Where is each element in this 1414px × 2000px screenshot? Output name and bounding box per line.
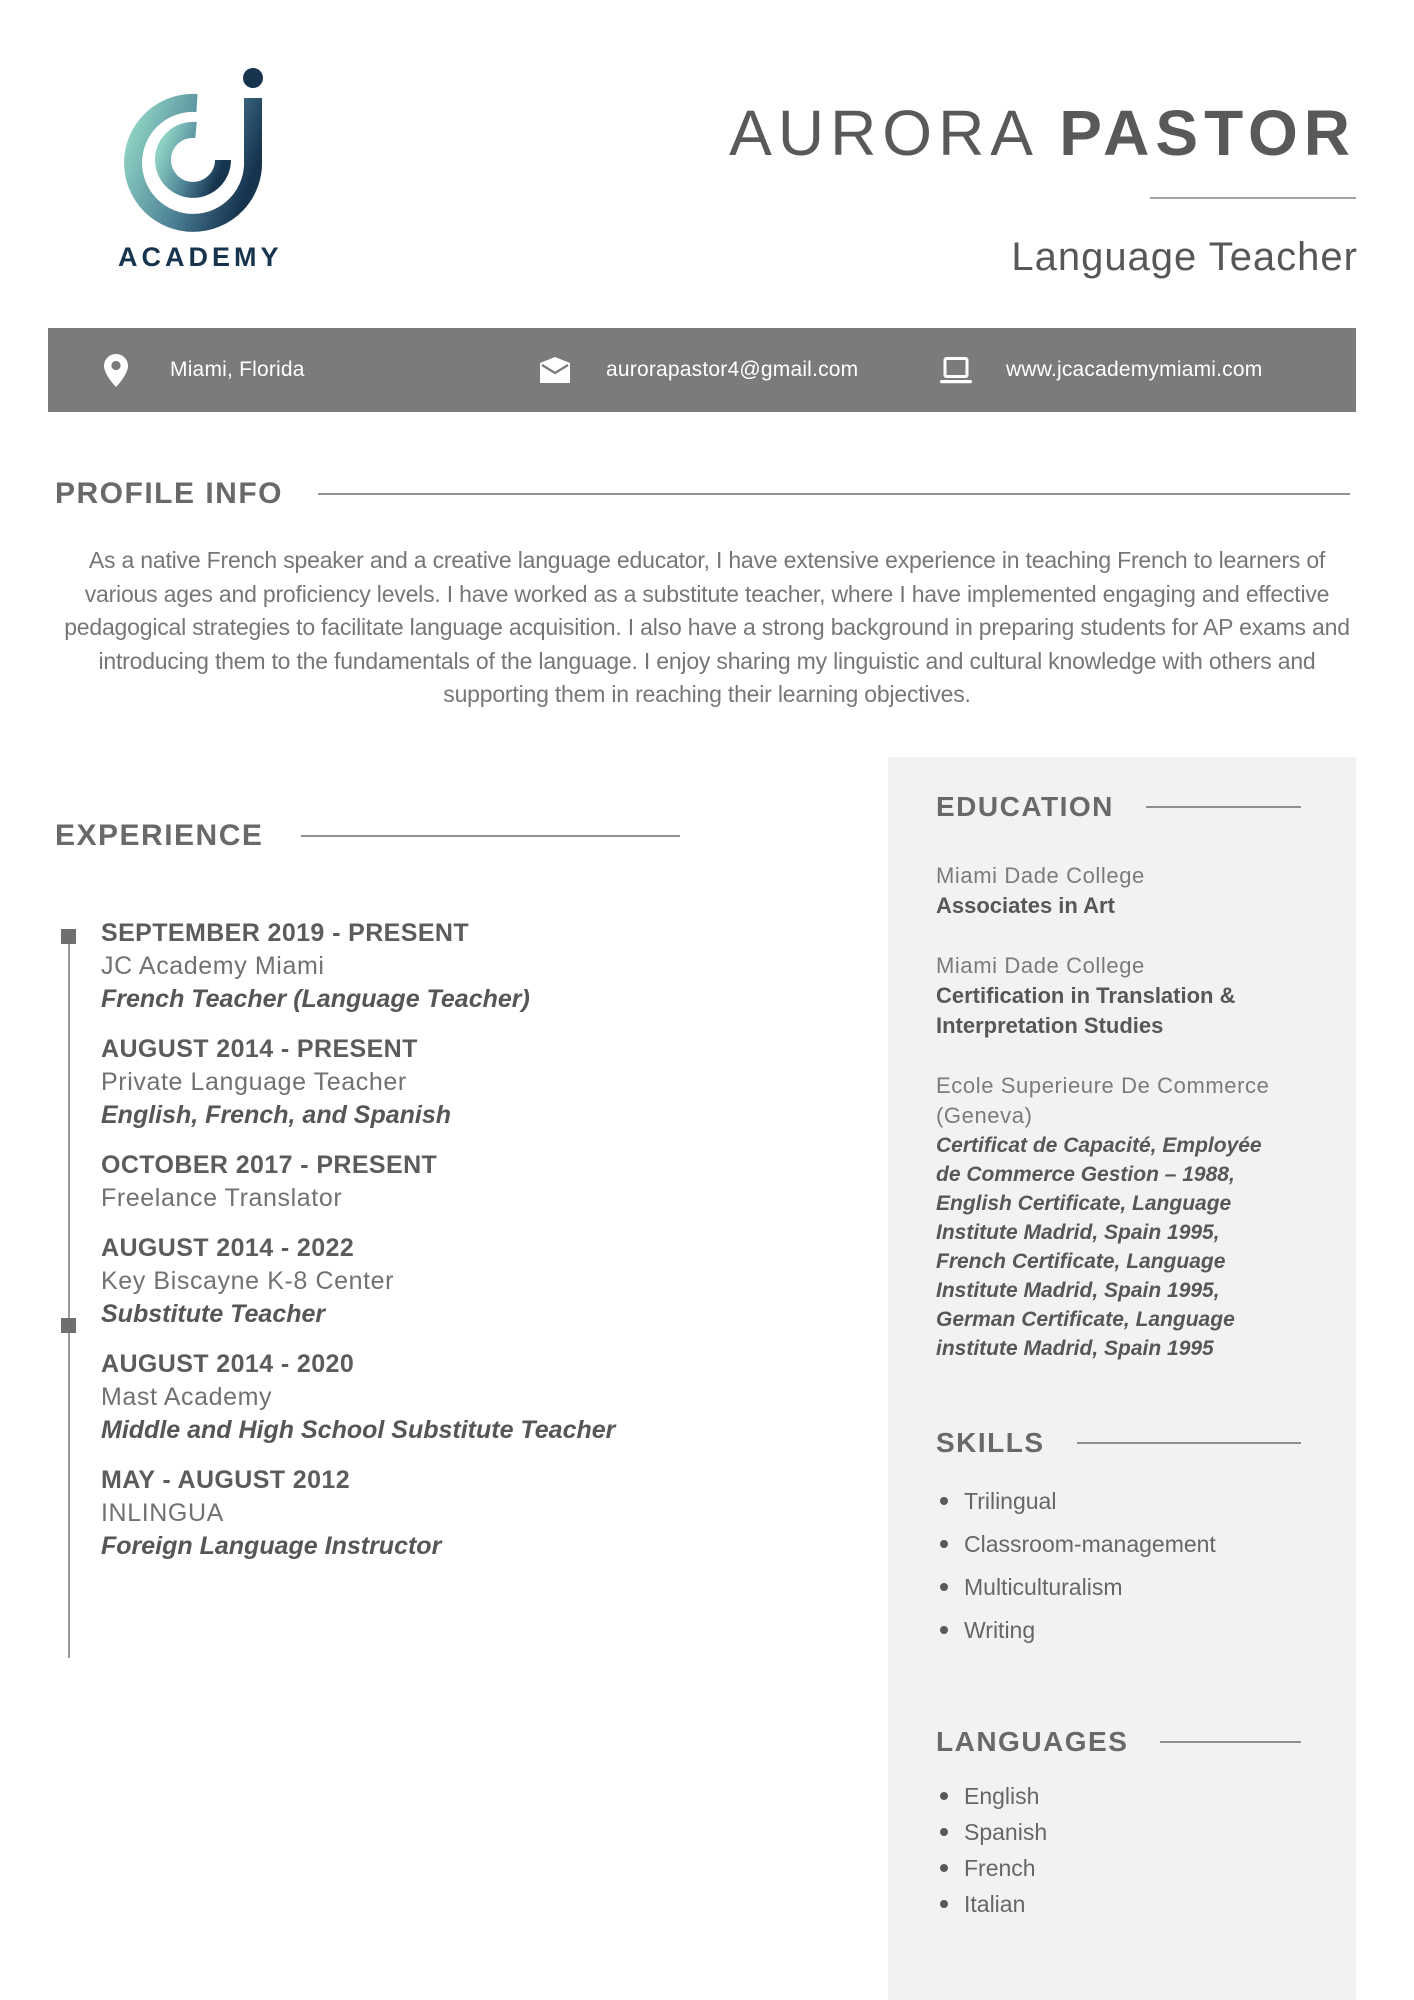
experience-heading-rule bbox=[301, 835, 680, 837]
sidebar bbox=[888, 757, 1356, 2000]
profile-summary: As a native French speaker and a creative language educator, I have extensive experience in teaching French to learners of various ages and proficiency levels. I have worked as a substitute teacher, where I have implemented engaging and effective pedagogical strategies to facilitate language acquisition. I also have a strong background in preparing students for AP exams and introducing them to the fundamentals of the language. I enjoy sharing my linguistic and cultural knowledge with others and supporting them in reaching their learning objectives. bbox=[64, 547, 1350, 707]
laptop-icon bbox=[940, 357, 972, 384]
experience-entry bbox=[101, 917, 701, 1016]
experience-organization: Mast Academy bbox=[101, 1383, 273, 1411]
experience-entry bbox=[101, 1033, 701, 1132]
education-degree: Associates in Art bbox=[936, 893, 1115, 918]
education-list bbox=[936, 861, 1301, 1363]
education-school: Ecole Superieure De Commerce (Geneva) bbox=[936, 1073, 1270, 1128]
education-entry bbox=[936, 861, 1301, 921]
experience-entry bbox=[101, 1149, 701, 1215]
contact-email bbox=[540, 328, 858, 412]
experience-role: English, French, and Spanish bbox=[101, 1101, 452, 1129]
education-school: Miami Dade College bbox=[936, 863, 1145, 888]
profile-section-header bbox=[55, 477, 1350, 511]
education-entry bbox=[936, 951, 1301, 1041]
skill-item: Multiculturalism bbox=[936, 1575, 1301, 1599]
experience-date: SEPTEMBER 2019 - PRESENT bbox=[101, 919, 470, 947]
education-heading-rule bbox=[1146, 806, 1301, 808]
logo bbox=[118, 58, 283, 273]
experience-organization: Freelance Translator bbox=[101, 1184, 343, 1212]
experience-role: French Teacher (Language Teacher) bbox=[101, 985, 530, 1013]
skill-item: Writing bbox=[936, 1618, 1301, 1642]
first-name: AURORA bbox=[729, 97, 1036, 169]
skills-heading-rule bbox=[1077, 1442, 1301, 1444]
experience-role: Middle and High School Substitute Teacher bbox=[101, 1416, 616, 1444]
candidate-name bbox=[729, 96, 1356, 171]
contact-bar bbox=[48, 328, 1356, 412]
contact-website bbox=[940, 328, 1262, 412]
education-school: Miami Dade College bbox=[936, 953, 1145, 978]
languages-heading-rule bbox=[1160, 1741, 1301, 1743]
experience-organization: Private Language Teacher bbox=[101, 1068, 407, 1096]
skills-section-header bbox=[936, 1427, 1301, 1459]
language-item: Spanish bbox=[936, 1820, 1301, 1844]
location-pin-icon bbox=[104, 354, 128, 387]
email-envelope-icon bbox=[540, 357, 570, 383]
education-certificates: Certificat de Capacité, Employée de Commerce Gestion – 1988, English Certificate, Language Institute Madrid, Spain 1995, French Certificate, Language Institute Madrid, Spain 1995, German Certificate, Language institute Madrid, Spain 1995 bbox=[936, 1134, 1262, 1360]
skill-item: Trilingual bbox=[936, 1489, 1301, 1513]
website-text: www.jcacademymiami.com bbox=[1006, 358, 1263, 381]
experience-date: MAY - AUGUST 2012 bbox=[101, 1466, 351, 1494]
job-title: Language Teacher bbox=[1011, 235, 1358, 279]
experience-entry bbox=[101, 1348, 701, 1447]
experience-list bbox=[101, 917, 701, 1580]
experience-heading: EXPERIENCE bbox=[55, 819, 264, 852]
skills-heading: SKILLS bbox=[936, 1427, 1045, 1458]
experience-role: Substitute Teacher bbox=[101, 1300, 326, 1328]
experience-entry bbox=[101, 1232, 701, 1331]
name-underline bbox=[1150, 197, 1356, 199]
cj-monogram-icon bbox=[118, 58, 280, 236]
experience-organization: Key Biscayne K-8 Center bbox=[101, 1267, 395, 1295]
languages-heading: LANGUAGES bbox=[936, 1726, 1129, 1757]
experience-entry bbox=[101, 1464, 701, 1563]
last-name: PASTOR bbox=[1059, 97, 1356, 169]
timeline-line bbox=[68, 937, 70, 1658]
language-item: English bbox=[936, 1784, 1301, 1808]
location-text: Miami, Florida bbox=[170, 358, 305, 381]
logo-label: ACADEMY bbox=[118, 242, 283, 272]
timeline-marker bbox=[61, 929, 76, 944]
languages-section-header bbox=[936, 1726, 1301, 1758]
education-entry bbox=[936, 1071, 1301, 1363]
skill-item: Classroom-management bbox=[936, 1532, 1301, 1556]
experience-section-header bbox=[55, 819, 680, 853]
education-section-header bbox=[936, 791, 1301, 823]
experience-organization: JC Academy Miami bbox=[101, 952, 325, 980]
language-item: French bbox=[936, 1856, 1301, 1880]
timeline-marker bbox=[61, 1318, 76, 1333]
experience-date: AUGUST 2014 - PRESENT bbox=[101, 1035, 418, 1063]
education-degree: Certification in Translation & Interpretation Studies bbox=[936, 983, 1236, 1038]
profile-heading-rule bbox=[318, 493, 1350, 495]
experience-date: AUGUST 2014 - 2022 bbox=[101, 1234, 355, 1262]
profile-heading: PROFILE INFO bbox=[55, 477, 283, 510]
contact-location bbox=[104, 328, 305, 412]
experience-organization: INLINGUA bbox=[101, 1499, 224, 1527]
experience-role: Foreign Language Instructor bbox=[101, 1532, 442, 1560]
experience-date: AUGUST 2014 - 2020 bbox=[101, 1350, 355, 1378]
language-item: Italian bbox=[936, 1892, 1301, 1916]
education-heading: EDUCATION bbox=[936, 791, 1114, 822]
experience-date: OCTOBER 2017 - PRESENT bbox=[101, 1151, 438, 1179]
email-text: aurorapastor4@gmail.com bbox=[606, 358, 859, 381]
skills-list bbox=[936, 1489, 1301, 1642]
languages-list bbox=[936, 1784, 1301, 1916]
